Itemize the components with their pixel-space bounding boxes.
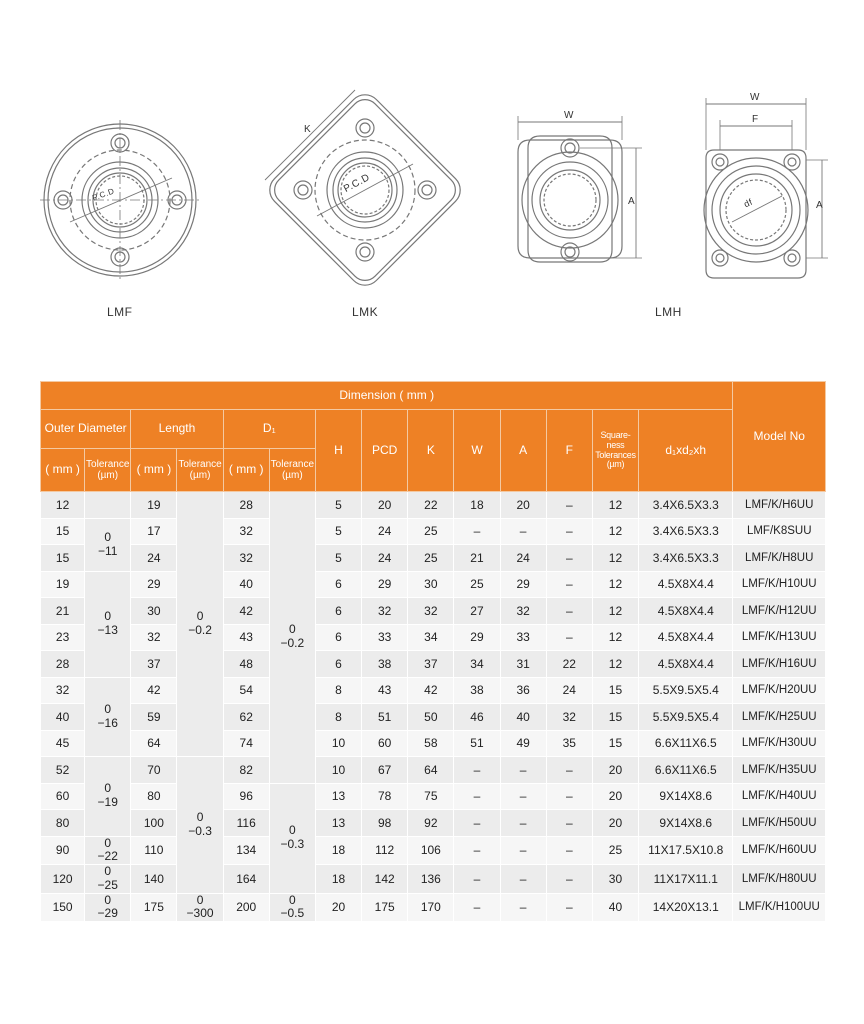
pcd-cell: 43 — [362, 677, 408, 704]
length-tolerance-cell-lower: −0.3 — [188, 823, 212, 838]
pcd-cell: 20 — [362, 492, 408, 519]
w-cell: 46 — [454, 704, 500, 731]
len-mm-header: ( mm ) — [131, 449, 177, 492]
outer-tolerance-cell-lower: −25 — [97, 877, 118, 892]
d1-cell: 200 — [223, 893, 269, 922]
table-row — [41, 624, 826, 651]
model-cell: LMF/K/H25UU — [733, 704, 826, 731]
outer-tolerance-cell-lower: −22 — [97, 849, 118, 864]
d1-tolerance-header: Tolerance (µm) — [269, 449, 315, 492]
dims-cell: 5.5X9.5X5.4 — [639, 677, 733, 704]
outer-diameter-cell: 150 — [41, 893, 85, 922]
table-row — [41, 598, 826, 625]
pcd-cell: 112 — [362, 836, 408, 865]
a-cell: 20 — [500, 492, 546, 519]
w-cell: 18 — [454, 492, 500, 519]
length-tolerance-cell — [177, 893, 223, 922]
outer-tolerance-cell — [85, 865, 131, 894]
outer-tolerance-cell — [85, 677, 131, 757]
length-cell: 80 — [131, 783, 177, 810]
d1-tolerance-cell-lower: −0.3 — [280, 837, 305, 852]
sq-cell: 12 — [592, 571, 638, 598]
lmk-label: LMK — [352, 305, 379, 319]
k-cell: 50 — [408, 704, 454, 731]
lmf-pcd-label: P.C.D — [91, 186, 116, 203]
k-cell: 106 — [408, 836, 454, 865]
k-cell: 30 — [408, 571, 454, 598]
length-tolerance-cell-lower: −0.2 — [188, 623, 212, 637]
d1-cell: 96 — [223, 783, 269, 810]
table-row — [41, 757, 826, 784]
dims-cell: 14X20X13.1 — [639, 893, 733, 922]
outer-diameter-cell: 60 — [41, 783, 85, 810]
d1-header: D₁ — [223, 410, 315, 449]
outer-tolerance-cell-lower: −16 — [97, 715, 118, 730]
f-cell: 24 — [546, 677, 592, 704]
h-cell: 20 — [315, 893, 361, 922]
sq-cell: 15 — [592, 704, 638, 731]
outer-diameter-cell: 40 — [41, 704, 85, 731]
outer-diameter-cell: 21 — [41, 598, 85, 625]
pcd-header: PCD — [362, 410, 408, 492]
dimension-header: Dimension ( mm ) — [41, 382, 733, 410]
outer-diameter-cell: 19 — [41, 571, 85, 598]
model-cell: LMF/K/H80UU — [733, 865, 826, 894]
d1-tolerance-cell-lower: −0.5 — [280, 906, 305, 921]
length-cell: 110 — [131, 836, 177, 865]
pcd-cell: 33 — [362, 624, 408, 651]
a-cell: 32 — [500, 598, 546, 625]
w-cell: – — [454, 757, 500, 784]
f-cell: – — [546, 571, 592, 598]
length-cell: 37 — [131, 651, 177, 678]
outer-tolerance-cell-upper: 0 — [104, 609, 112, 624]
w-cell: – — [454, 865, 500, 894]
a-cell: – — [500, 783, 546, 810]
k-cell: 42 — [408, 677, 454, 704]
pcd-cell: 78 — [362, 783, 408, 810]
table-row — [41, 836, 826, 865]
f-cell: 22 — [546, 651, 592, 678]
a-cell: – — [500, 757, 546, 784]
sq-cell: 12 — [592, 651, 638, 678]
lmh2-f-label: F — [752, 114, 759, 125]
model-cell: LMF/K/H60UU — [733, 836, 826, 865]
d1-cell: 62 — [223, 704, 269, 731]
dims-cell: 5.5X9.5X5.4 — [639, 704, 733, 731]
dimension-table — [40, 381, 826, 922]
pcd-cell: 67 — [362, 757, 408, 784]
length-cell: 32 — [131, 624, 177, 651]
lmh2-df-label: df — [742, 196, 755, 210]
dims-cell: 4.5X8X4.4 — [639, 598, 733, 625]
dims-cell: 3.4X6.5X3.3 — [639, 492, 733, 519]
sq-cell: 12 — [592, 545, 638, 572]
lmf-label: LMF — [107, 305, 133, 319]
lmh2-a-label: A — [816, 200, 824, 211]
table-row — [41, 893, 826, 922]
model-cell: LMF/K/H100UU — [733, 893, 826, 922]
w-cell: – — [454, 518, 500, 545]
w-cell: 38 — [454, 677, 500, 704]
sq-cell: 15 — [592, 730, 638, 757]
d1-cell: 116 — [223, 810, 269, 837]
k-cell: 37 — [408, 651, 454, 678]
f-cell: – — [546, 545, 592, 572]
outer-tolerance-cell-upper: 0 — [104, 529, 112, 544]
k-cell: 32 — [408, 598, 454, 625]
a-cell: 40 — [500, 704, 546, 731]
sq-cell: 40 — [592, 893, 638, 922]
f-cell: – — [546, 893, 592, 922]
a-cell: 29 — [500, 571, 546, 598]
length-cell: 29 — [131, 571, 177, 598]
table-row — [41, 651, 826, 678]
lmh-a-label: A — [628, 196, 636, 207]
d1-cell: 48 — [223, 651, 269, 678]
d1-tolerance-cell — [269, 492, 315, 784]
model-cell: LMF/K/H16UU — [733, 651, 826, 678]
length-cell: 42 — [131, 677, 177, 704]
outer-diameter-cell: 80 — [41, 810, 85, 837]
w-cell: 29 — [454, 624, 500, 651]
f-cell: – — [546, 757, 592, 784]
model-cell: LMF/K/H35UU — [733, 757, 826, 784]
outer-tolerance-cell-lower: −11 — [98, 543, 118, 558]
lmh2-drawing — [704, 98, 828, 278]
dims-cell: 4.5X8X4.4 — [639, 651, 733, 678]
length-cell: 100 — [131, 810, 177, 837]
k-cell: 25 — [408, 545, 454, 572]
outer-tolerance-cell — [85, 757, 131, 837]
length-cell: 70 — [131, 757, 177, 784]
d1-tolerance-cell-lower: −0.2 — [280, 636, 305, 651]
f-cell: 35 — [546, 730, 592, 757]
table-header — [41, 382, 826, 492]
a-cell: – — [500, 810, 546, 837]
pcd-cell: 24 — [362, 518, 408, 545]
h-cell: 5 — [315, 545, 361, 572]
length-tolerance-cell — [177, 757, 223, 894]
d1-cell: 32 — [223, 518, 269, 545]
f-cell: – — [546, 836, 592, 865]
outer-tolerance-cell-lower: −19 — [97, 795, 118, 810]
h-cell: 8 — [315, 677, 361, 704]
pcd-cell: 175 — [362, 893, 408, 922]
w-cell: – — [454, 810, 500, 837]
f-header: F — [546, 410, 592, 492]
d1-tolerance-cell-upper: 0 — [289, 823, 296, 838]
h-cell: 10 — [315, 757, 361, 784]
h-cell: 5 — [315, 492, 361, 519]
length-tolerance-cell-upper: 0 — [196, 609, 204, 624]
a-header: A — [500, 410, 546, 492]
h-cell: 6 — [315, 651, 361, 678]
dims-cell: 9X14X8.6 — [639, 810, 733, 837]
d1-tolerance-cell-upper: 0 — [289, 622, 296, 637]
h-cell: 13 — [315, 810, 361, 837]
f-cell: – — [546, 598, 592, 625]
d1-cell: 82 — [223, 757, 269, 784]
dims-cell: 4.5X8X4.4 — [639, 624, 733, 651]
h-cell: 10 — [315, 730, 361, 757]
d1-cell: 134 — [223, 836, 269, 865]
pcd-cell: 29 — [362, 571, 408, 598]
table-row — [41, 730, 826, 757]
a-cell: – — [500, 836, 546, 865]
w-cell: 27 — [454, 598, 500, 625]
model-cell: LMF/K/H30UU — [733, 730, 826, 757]
pcd-cell: 32 — [362, 598, 408, 625]
d1-tolerance-cell-upper: 0 — [289, 892, 296, 907]
d1-cell: 28 — [223, 492, 269, 519]
pcd-cell: 98 — [362, 810, 408, 837]
table-body — [41, 492, 826, 922]
table-row — [41, 492, 826, 519]
model-cell: LMF/K/H40UU — [733, 783, 826, 810]
outer-tolerance-cell-upper: 0 — [104, 892, 112, 907]
length-header: Length — [131, 410, 223, 449]
f-cell: – — [546, 783, 592, 810]
outer-tolerance-cell — [85, 518, 131, 571]
lmh2-w-label: W — [750, 92, 760, 103]
outer-diameter-cell: 12 — [41, 492, 85, 519]
d1-cell: 42 — [223, 598, 269, 625]
sq-cell: 20 — [592, 810, 638, 837]
f-cell: 32 — [546, 704, 592, 731]
a-cell: 36 — [500, 677, 546, 704]
table-row — [41, 518, 826, 545]
outer-diameter-cell: 32 — [41, 677, 85, 704]
table-row — [41, 783, 826, 810]
f-cell: – — [546, 624, 592, 651]
sq-cell: 12 — [592, 624, 638, 651]
dims-cell: 4.5X8X4.4 — [639, 571, 733, 598]
sq-cell: 12 — [592, 598, 638, 625]
w-header: W — [454, 410, 500, 492]
a-cell: – — [500, 518, 546, 545]
length-tolerance-cell — [177, 492, 223, 757]
model-cell: LMF/K/H12UU — [733, 598, 826, 625]
outer-diameter-cell: 15 — [41, 545, 85, 572]
w-cell: 25 — [454, 571, 500, 598]
k-cell: 25 — [408, 518, 454, 545]
sq-cell: 12 — [592, 492, 638, 519]
table-row — [41, 677, 826, 704]
len-tolerance-header: Tolerance (µm) — [177, 449, 223, 492]
k-cell: 136 — [408, 865, 454, 894]
outer-tolerance-cell — [85, 836, 131, 865]
model-no-header: Model No — [733, 382, 826, 492]
w-cell: – — [454, 893, 500, 922]
d1-tolerance-cell — [269, 893, 315, 922]
outer-diameter-header: Outer Diameter — [41, 410, 131, 449]
outer-tolerance-cell-upper: 0 — [104, 781, 112, 796]
w-cell: – — [454, 836, 500, 865]
length-cell: 175 — [131, 893, 177, 922]
pcd-cell: 60 — [362, 730, 408, 757]
d1-cell: 164 — [223, 865, 269, 894]
w-cell: 34 — [454, 651, 500, 678]
model-cell: LMF/K/H20UU — [733, 677, 826, 704]
outer-tolerance-cell-lower: −29 — [97, 906, 118, 921]
dims-cell: 11X17X11.1 — [639, 865, 733, 894]
k-cell: 92 — [408, 810, 454, 837]
d1-cell: 74 — [223, 730, 269, 757]
f-cell: – — [546, 810, 592, 837]
sq-cell: 25 — [592, 836, 638, 865]
model-cell: LMF/K8SUU — [733, 518, 826, 545]
length-cell: 30 — [131, 598, 177, 625]
sq-cell: 12 — [592, 518, 638, 545]
outer-diameter-cell: 52 — [41, 757, 85, 784]
table-row — [41, 810, 826, 837]
table-row — [41, 704, 826, 731]
h-cell: 18 — [315, 865, 361, 894]
lmk-drawing — [263, 88, 467, 292]
h-cell: 8 — [315, 704, 361, 731]
pcd-cell: 38 — [362, 651, 408, 678]
k-cell: 75 — [408, 783, 454, 810]
outer-diameter-cell: 23 — [41, 624, 85, 651]
outer-diameter-cell: 28 — [41, 651, 85, 678]
outer-diameter-cell: 90 — [41, 836, 85, 865]
h-cell: 5 — [315, 518, 361, 545]
length-tolerance-cell-upper: 0 — [196, 810, 204, 825]
model-cell: LMF/K/H10UU — [733, 571, 826, 598]
k-cell: 58 — [408, 730, 454, 757]
h-cell: 18 — [315, 836, 361, 865]
f-cell: – — [546, 492, 592, 519]
dims-cell: 9X14X8.6 — [639, 783, 733, 810]
dims-header: d₁xd₂xh — [639, 410, 733, 492]
dims-cell: 3.4X6.5X3.3 — [639, 545, 733, 572]
table-row — [41, 865, 826, 894]
h-cell: 6 — [315, 571, 361, 598]
k-cell: 34 — [408, 624, 454, 651]
d1-mm-header: ( mm ) — [223, 449, 269, 492]
od-tolerance-header: Tolerance (µm) — [85, 449, 131, 492]
dims-cell: 3.4X6.5X3.3 — [639, 518, 733, 545]
h-cell: 6 — [315, 598, 361, 625]
w-cell: – — [454, 783, 500, 810]
table-row — [41, 571, 826, 598]
outer-tolerance-cell-upper: 0 — [104, 701, 112, 716]
outer-tolerance-cell — [85, 893, 131, 922]
d1-cell: 32 — [223, 545, 269, 572]
k-header: K — [408, 410, 454, 492]
a-cell: – — [500, 893, 546, 922]
f-cell: – — [546, 865, 592, 894]
lmk-k-label: K — [304, 124, 312, 135]
outer-tolerance-cell — [85, 571, 131, 677]
outer-diameter-cell: 120 — [41, 865, 85, 894]
length-cell: 24 — [131, 545, 177, 572]
sq-cell: 20 — [592, 757, 638, 784]
length-cell: 64 — [131, 730, 177, 757]
d1-cell: 54 — [223, 677, 269, 704]
d1-cell: 43 — [223, 624, 269, 651]
a-cell: 24 — [500, 545, 546, 572]
dims-cell: 6.6X11X6.5 — [639, 757, 733, 784]
od-mm-header: ( mm ) — [41, 449, 85, 492]
h-cell: 6 — [315, 624, 361, 651]
a-cell: 49 — [500, 730, 546, 757]
lmk-pcd-label: P.C.D — [342, 172, 372, 195]
length-cell: 19 — [131, 492, 177, 519]
k-cell: 170 — [408, 893, 454, 922]
sq-cell: 15 — [592, 677, 638, 704]
lmf-drawing — [40, 120, 200, 280]
pcd-cell: 142 — [362, 865, 408, 894]
outer-tolerance-cell-upper: 0 — [104, 864, 112, 879]
sq-cell: 20 — [592, 783, 638, 810]
outer-diameter-cell: 15 — [41, 518, 85, 545]
outer-tolerance-cell-upper: 0 — [104, 835, 112, 850]
drawings-area — [0, 0, 864, 360]
d1-cell: 40 — [223, 571, 269, 598]
table-row — [41, 545, 826, 572]
length-tolerance-cell-upper: 0 — [196, 892, 204, 907]
h-header: H — [315, 410, 361, 492]
model-cell: LMF/K/H50UU — [733, 810, 826, 837]
lmh-label: LMH — [655, 305, 682, 319]
model-cell: LMF/K/H6UU — [733, 492, 826, 519]
outer-diameter-cell: 45 — [41, 730, 85, 757]
length-cell: 59 — [131, 704, 177, 731]
outer-tolerance-cell — [85, 492, 131, 519]
k-cell: 64 — [408, 757, 454, 784]
w-cell: 21 — [454, 545, 500, 572]
a-cell: 31 — [500, 651, 546, 678]
length-tolerance-cell-lower: −300 — [186, 906, 214, 921]
length-cell: 140 — [131, 865, 177, 894]
lmh-w-label: W — [564, 110, 574, 121]
k-cell: 22 — [408, 492, 454, 519]
pcd-cell: 24 — [362, 545, 408, 572]
lmh-drawing — [518, 116, 642, 262]
d1-tolerance-cell — [269, 783, 315, 893]
model-cell: LMF/K/H13UU — [733, 624, 826, 651]
sq-cell: 30 — [592, 865, 638, 894]
a-cell: 33 — [500, 624, 546, 651]
f-cell: – — [546, 518, 592, 545]
squareness-header: Square-ness Tolerances (µm) — [592, 410, 638, 492]
model-cell: LMF/K/H8UU — [733, 545, 826, 572]
dims-cell: 6.6X11X6.5 — [639, 730, 733, 757]
length-cell: 17 — [131, 518, 177, 545]
pcd-cell: 51 — [362, 704, 408, 731]
a-cell: – — [500, 865, 546, 894]
outer-tolerance-cell-lower: −13 — [97, 623, 118, 637]
h-cell: 13 — [315, 783, 361, 810]
w-cell: 51 — [454, 730, 500, 757]
dims-cell: 11X17.5X10.8 — [639, 836, 733, 865]
